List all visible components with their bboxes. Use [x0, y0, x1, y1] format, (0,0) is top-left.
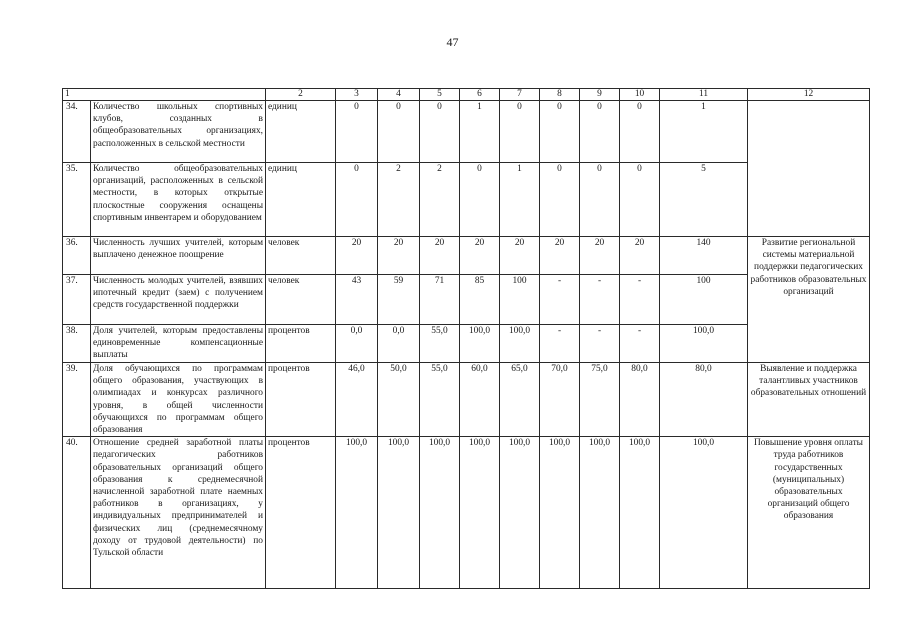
value-cell: 60,0: [460, 363, 500, 437]
unit-cell: единиц: [266, 163, 336, 237]
table-row: [63, 101, 870, 163]
value-cell: 46,0: [336, 363, 378, 437]
value-cell: 0: [620, 101, 660, 163]
total-cell: 5: [660, 163, 748, 237]
indicator-name: Доля учителей, которым предоставлены единовременные компенсационные выплаты: [91, 325, 266, 363]
value-cell: 0: [336, 163, 378, 237]
value-cell: -: [580, 275, 620, 325]
indicator-name: Количество школьных спортивных клубов, созданных в общеобразовательных организациях, расположенных в сельской местности: [91, 101, 266, 163]
value-cell: 0: [336, 101, 378, 163]
table-row: [63, 437, 870, 589]
value-cell: 20: [420, 237, 460, 275]
value-cell: 100,0: [580, 437, 620, 589]
header-cell: 9: [580, 89, 620, 101]
header-cell: 4: [378, 89, 420, 101]
value-cell: 2: [378, 163, 420, 237]
indicator-name: Численность лучших учителей, которым выплачено денежное поощрение: [91, 237, 266, 275]
value-cell: 100,0: [500, 325, 540, 363]
header-cell: 12: [748, 89, 870, 101]
header-cell: 8: [540, 89, 580, 101]
value-cell: 50,0: [378, 363, 420, 437]
unit-cell: процентов: [266, 437, 336, 589]
header-cell: 7: [500, 89, 540, 101]
value-cell: 1: [460, 101, 500, 163]
value-cell: 100,0: [378, 437, 420, 589]
indicator-name: Отношение средней заработной платы педагогических работников образовательных организаций общего образования к среднемесячной начисленной заработной плате наемных работников в организациях, у индивидуальных предпринимателей и физических лиц (среднемесячному доходу от трудовой деятельности) по Тульской области: [91, 437, 266, 589]
value-cell: 0: [580, 101, 620, 163]
unit-cell: человек: [266, 275, 336, 325]
indicator-name: Численность молодых учителей, взявших ипотечный кредит (заем) с получением средств государственной поддержки: [91, 275, 266, 325]
header-cell: 3: [336, 89, 378, 101]
value-cell: 20: [460, 237, 500, 275]
value-cell: 0: [540, 163, 580, 237]
row-number: 39.: [63, 363, 91, 437]
value-cell: 0: [378, 101, 420, 163]
value-cell: 100,0: [336, 437, 378, 589]
header-cell: 2: [266, 89, 336, 101]
value-cell: 20: [620, 237, 660, 275]
row-number: 40.: [63, 437, 91, 589]
value-cell: 100,0: [620, 437, 660, 589]
value-cell: 70,0: [540, 363, 580, 437]
value-cell: 59: [378, 275, 420, 325]
total-cell: 140: [660, 237, 748, 275]
value-cell: 43: [336, 275, 378, 325]
value-cell: 20: [378, 237, 420, 275]
row-number: 35.: [63, 163, 91, 237]
value-cell: 0,0: [336, 325, 378, 363]
value-cell: 0,0: [378, 325, 420, 363]
value-cell: 65,0: [500, 363, 540, 437]
header-cell: 1: [63, 89, 266, 101]
total-cell: 100,0: [660, 325, 748, 363]
header-cell: 10: [620, 89, 660, 101]
value-cell: 0: [620, 163, 660, 237]
total-cell: 1: [660, 101, 748, 163]
total-cell: 100,0: [660, 437, 748, 589]
note-cell-empty: [748, 101, 870, 237]
value-cell: -: [540, 275, 580, 325]
header-cell: 5: [420, 89, 460, 101]
value-cell: 0: [420, 101, 460, 163]
value-cell: 85: [460, 275, 500, 325]
unit-cell: человек: [266, 237, 336, 275]
indicator-name: Доля обучающихся по программам общего образования, участвующих в олимпиадах и конкурсах различного уровня, в общей численности обучающихся по программам общего образования: [91, 363, 266, 437]
value-cell: 80,0: [620, 363, 660, 437]
unit-cell: процентов: [266, 325, 336, 363]
value-cell: 1: [500, 163, 540, 237]
note-salary: Повышение уровня оплаты труда работников государственных (муниципальных) образовательных организаций общего образования: [748, 437, 870, 589]
value-cell: -: [580, 325, 620, 363]
value-cell: 75,0: [580, 363, 620, 437]
value-cell: 100,0: [500, 437, 540, 589]
indicator-name: Количество общеобразовательных организаций, расположенных в сельской местности, в которых открытые плоскостные сооружения оснащены спортивным инвентарем и оборудованием: [91, 163, 266, 237]
value-cell: 0: [460, 163, 500, 237]
indicators-table: [62, 88, 870, 589]
value-cell: 100,0: [420, 437, 460, 589]
row-number: 36.: [63, 237, 91, 275]
page-number: 47: [446, 35, 459, 49]
note-support: Развитие региональной системы материальной поддержки педагогических работников образовательных организаций: [748, 237, 870, 363]
table-row: [63, 237, 870, 275]
value-cell: 100,0: [460, 437, 500, 589]
value-cell: 55,0: [420, 325, 460, 363]
value-cell: 0: [540, 101, 580, 163]
value-cell: -: [620, 275, 660, 325]
header-row: [63, 89, 870, 101]
unit-cell: единиц: [266, 101, 336, 163]
row-number: 37.: [63, 275, 91, 325]
total-cell: 80,0: [660, 363, 748, 437]
total-cell: 100: [660, 275, 748, 325]
value-cell: 100,0: [460, 325, 500, 363]
value-cell: 100: [500, 275, 540, 325]
value-cell: 0: [500, 101, 540, 163]
value-cell: 20: [540, 237, 580, 275]
note-talent: Выявление и поддержка талантливых участников образовательных отношений: [748, 363, 870, 437]
header-cell: 11: [660, 89, 748, 101]
value-cell: 100,0: [540, 437, 580, 589]
value-cell: 20: [580, 237, 620, 275]
row-number: 38.: [63, 325, 91, 363]
row-number: 34.: [63, 101, 91, 163]
value-cell: 20: [500, 237, 540, 275]
value-cell: -: [540, 325, 580, 363]
value-cell: 2: [420, 163, 460, 237]
unit-cell: процентов: [266, 363, 336, 437]
value-cell: 71: [420, 275, 460, 325]
value-cell: 0: [580, 163, 620, 237]
header-cell: 6: [460, 89, 500, 101]
value-cell: -: [620, 325, 660, 363]
value-cell: 55,0: [420, 363, 460, 437]
table-row: [63, 363, 870, 437]
value-cell: 20: [336, 237, 378, 275]
